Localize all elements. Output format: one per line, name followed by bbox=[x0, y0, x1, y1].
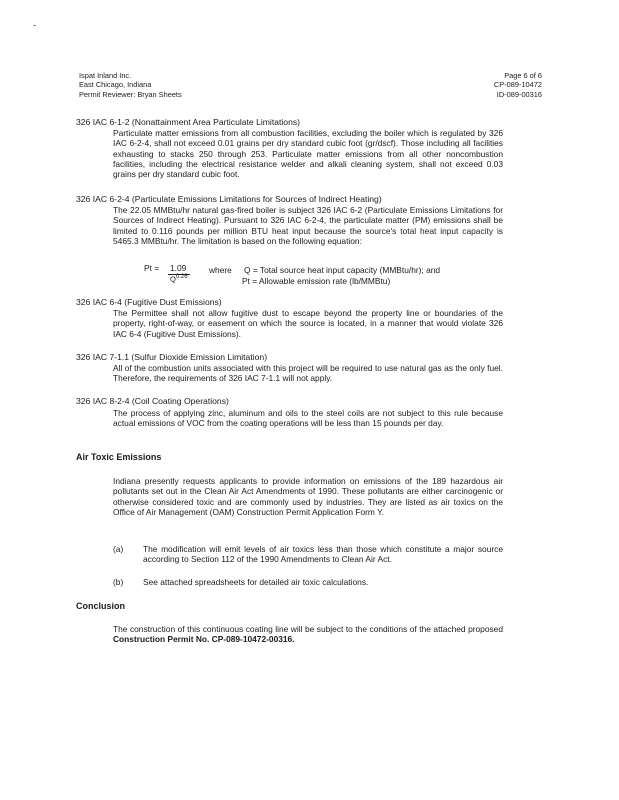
section-text-6-4: The Permittee shall not allow fugitive dust to escape beyond the property line or boundaries of the property, right-of-way, or easement on which the source is located, in a manner that would violate 326 IAC 6-4 (Fugitive Dust Emissions). bbox=[113, 308, 503, 339]
air-toxics-item-text-b: See attached spreadsheets for detailed air toxic calculations. bbox=[143, 577, 369, 587]
air-toxics-item-label-a: (a) bbox=[113, 544, 124, 554]
equation-pt-definition: Pt = Allowable emission rate (lb/MMBtu) bbox=[242, 276, 391, 286]
section-text-8-2-4: The process of applying zinc, aluminum and oils to the steel coils are not subject to this rule because actual emissions of VOC from the coating operations will be less than 15 pounds per day. bbox=[113, 408, 503, 429]
cp-number: CP-089-10472 bbox=[493, 80, 542, 90]
permit-reviewer: Permit Reviewer: Bryan Sheets bbox=[79, 89, 182, 99]
section-title-6-1-2: 326 IAC 6-1-2 (Nonattainment Area Particulate Limitations) bbox=[76, 117, 301, 127]
conclusion-paragraph bbox=[113, 624, 503, 645]
air-toxics-item-text-a: The modification will emit levels of air toxics less than those which constitute a major source according to Section 112 of the 1990 Amendments to Clean Air Act. bbox=[143, 544, 503, 565]
section-title-8-2-4: 326 IAC 8-2-4 (Coil Coating Operations) bbox=[76, 396, 229, 406]
section-text-6-1-2: Particulate matter emissions from all combustion facilities, excluding the boiler which is regulated by 326 IAC 6-2-4, shall not exceed 0.01 grains per dry standard cubic foot (gr/dscf). Those including all facilities exhausting to stacks 250 through 253. Particulate matter emissions from all other noncombustion facilities, including the electrical resistance welder and alkali cleaning system, shall not exceed 0.03 grains per dry standard cubic foot. bbox=[113, 128, 503, 179]
section-text-7-1-1: All of the combustion units associated with this project will be required to use natural gas as the only fuel. Therefore, the requirements of 326 IAC 7-1.1 will not apply. bbox=[113, 363, 503, 384]
equation-where: where bbox=[209, 265, 232, 275]
equation-numerator: 1.09 bbox=[170, 263, 187, 273]
page-number: Page 6 of 6 bbox=[504, 71, 542, 80]
equation-q-definition: Q = Total source heat input capacity (MMBtu/hr); and bbox=[244, 265, 441, 275]
company-name: Ispat Inland Inc. bbox=[79, 71, 132, 80]
equation-denominator: $Q^{0.26}$ bbox=[170, 274, 188, 284]
section-text-6-2-4: The 22.05 MMBtu/hr natural gas-fired boiler is subject 326 IAC 6-2 (Particulate Emissions Limitations for Sources of Indirect Heating). Pursuant to 326 IAC 6-2-4, the particulate matter (PM) emissions shall be limited to 0.116 pounds per million BTU heat input because the source's total heat input capacity is 5465.3 MMBtu/hr. The limitation is based on the following equation: bbox=[113, 205, 503, 246]
company-location: East Chicago, Indiana bbox=[79, 80, 152, 90]
section-title-6-2-4: 326 IAC 6-2-4 (Particulate Emissions Limitations for Sources of Indirect Heating) bbox=[76, 194, 382, 204]
header-right bbox=[494, 71, 542, 99]
equation-lhs: Pt = bbox=[144, 263, 160, 273]
section-title-7-1-1: 326 IAC 7-1.1 (Sulfur Dioxide Emission Limitation) bbox=[76, 352, 268, 362]
air-toxics-heading: Air Toxic Emissions bbox=[76, 452, 162, 462]
air-toxics-item-label-b: (b) bbox=[113, 577, 124, 587]
id-number: ID-089-00316 bbox=[496, 89, 542, 99]
header-left bbox=[79, 71, 182, 99]
air-toxics-intro: Indiana presently requests applicants to provide information on emissions of the 189 hazardous air pollutants set out in the Clean Air Act Amendments of 1990. These pollutants are either carcinogenic or otherwise considered toxic and are commonly used by industries. They are listed as air toxics on the Office of Air Management (OAM) Construction Permit Application Form Y. bbox=[113, 476, 503, 517]
section-title-6-4: 326 IAC 6-4 (Fugitive Dust Emissions) bbox=[76, 297, 222, 307]
conclusion-heading: Conclusion bbox=[76, 601, 125, 611]
conclusion-permit-number: Construction Permit No. CP-089-10472-00316. bbox=[113, 634, 295, 645]
page-mark: - bbox=[33, 20, 36, 30]
conclusion-text: The construction of this continuous coating line will be subject to the conditions of the attached proposed bbox=[113, 624, 503, 634]
